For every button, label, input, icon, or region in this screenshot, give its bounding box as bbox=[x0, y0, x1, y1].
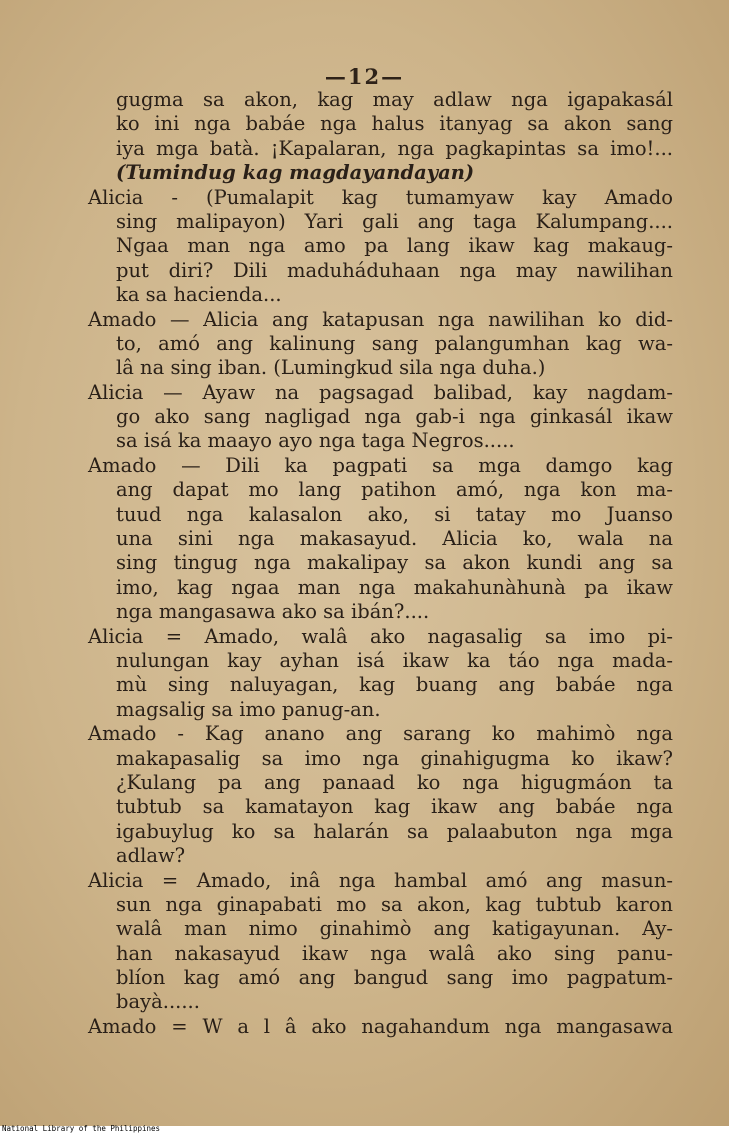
text-line: nulungan kay ayhan isá ikaw ka táo nga mada- bbox=[116, 648, 673, 672]
text-line: put diri? Dili maduháduhaan nga may nawilihan bbox=[116, 258, 673, 282]
text-line: Amado = W a l â ako nagahandum nga mangasawa bbox=[88, 1014, 673, 1038]
text-line: makapasalig sa imo nga ginahigugma ko ikaw? bbox=[116, 746, 673, 770]
text-line: ¿Kulang pa ang panaad ko nga higugmáon ta bbox=[116, 770, 673, 794]
text-line: Amado — Alicia ang katapusan nga nawilihan ko did- bbox=[88, 307, 673, 331]
text-line: lâ na sing iban. (Lumingkud sila nga duha.) bbox=[116, 356, 546, 380]
source-attribution: National Library of the Philippines bbox=[2, 1124, 161, 1133]
text-line: to, amó ang kalinung sang palangumhan kag wa- bbox=[116, 331, 673, 355]
text-line: ka sa hacienda... bbox=[116, 283, 282, 307]
text-line: gugma sa akon, kag may adlaw nga igapakasál bbox=[116, 88, 673, 111]
text-line: blíon kag amó ang bangud sang imo pagpatum- bbox=[116, 966, 673, 990]
text-line: magsalig sa imo panug-an. bbox=[116, 697, 381, 721]
text-line: iya mga batà. ¡Kapalaran, nga pagkapintas sa imo!... bbox=[116, 136, 673, 160]
page-number: —12— bbox=[324, 64, 405, 89]
text-line: walâ man nimo ginahimò ang katigayunan. Ay- bbox=[116, 917, 673, 941]
text-line: Alicia = Amado, inâ nga hambal amó ang masun- bbox=[88, 868, 673, 892]
text-line: una sini nga makasayud. Alicia ko, wala na bbox=[116, 527, 673, 551]
text-line: tuud nga kalasalon ako, si tatay mo Juanso bbox=[116, 502, 673, 526]
text-line: imo, kag ngaa man nga makahunàhunà pa ikaw bbox=[116, 575, 673, 599]
text-line: mù sing naluyagan, kag buang ang babáe nga bbox=[116, 673, 673, 697]
text-line: adlaw? bbox=[116, 844, 186, 868]
text-line: ang dapat mo lang patihon amó, nga kon ma- bbox=[116, 478, 673, 502]
text-line: han nakasayud ikaw nga walâ ako sing panu- bbox=[116, 941, 673, 965]
text-line: Amado — Dili ka pagpati sa mga damgo kag bbox=[88, 453, 673, 477]
text-line: (Tumindug kag magdayandayan) bbox=[116, 161, 475, 185]
text-line: go ako sang nagligad nga gab-i nga ginkasál ikaw bbox=[116, 405, 673, 429]
text-line: sun nga ginapabati mo sa akon, kag tubtub karon bbox=[116, 892, 673, 916]
text-line: bayà...... bbox=[116, 990, 200, 1014]
play-dialogue-text bbox=[88, 88, 673, 1039]
text-line: Alicia - (Pumalapit kag tumamyaw kay Amado bbox=[88, 185, 673, 209]
text-line: Ngaa man nga amo pa lang ikaw kag makaug- bbox=[116, 234, 673, 258]
text-line: Amado - Kag anano ang sarang ko mahimò nga bbox=[88, 722, 673, 746]
text-line: sing tingug nga makalipay sa akon kundi ang sa bbox=[116, 551, 673, 575]
text-line: ko ini nga babáe nga halus itanyag sa akon sang bbox=[116, 112, 673, 136]
text-line: sing malipayon) Yari gali ang taga Kalumpang.... bbox=[116, 209, 673, 233]
text-line: tubtub sa kamatayon kag ikaw ang babáe nga bbox=[116, 795, 673, 819]
text-line: igabuylug ko sa halarán sa palaabuton nga mga bbox=[116, 819, 673, 843]
text-line: sa isá ka maayo ayo nga taga Negros..... bbox=[116, 429, 515, 453]
text-line: Alicia — Ayaw na pagsagad balibad, kay nagdam- bbox=[88, 380, 673, 404]
text-line: Alicia = Amado, walâ ako nagasalig sa imo pi- bbox=[88, 624, 673, 648]
text-line: nga mangasawa ako sa ibán?.... bbox=[116, 600, 430, 624]
